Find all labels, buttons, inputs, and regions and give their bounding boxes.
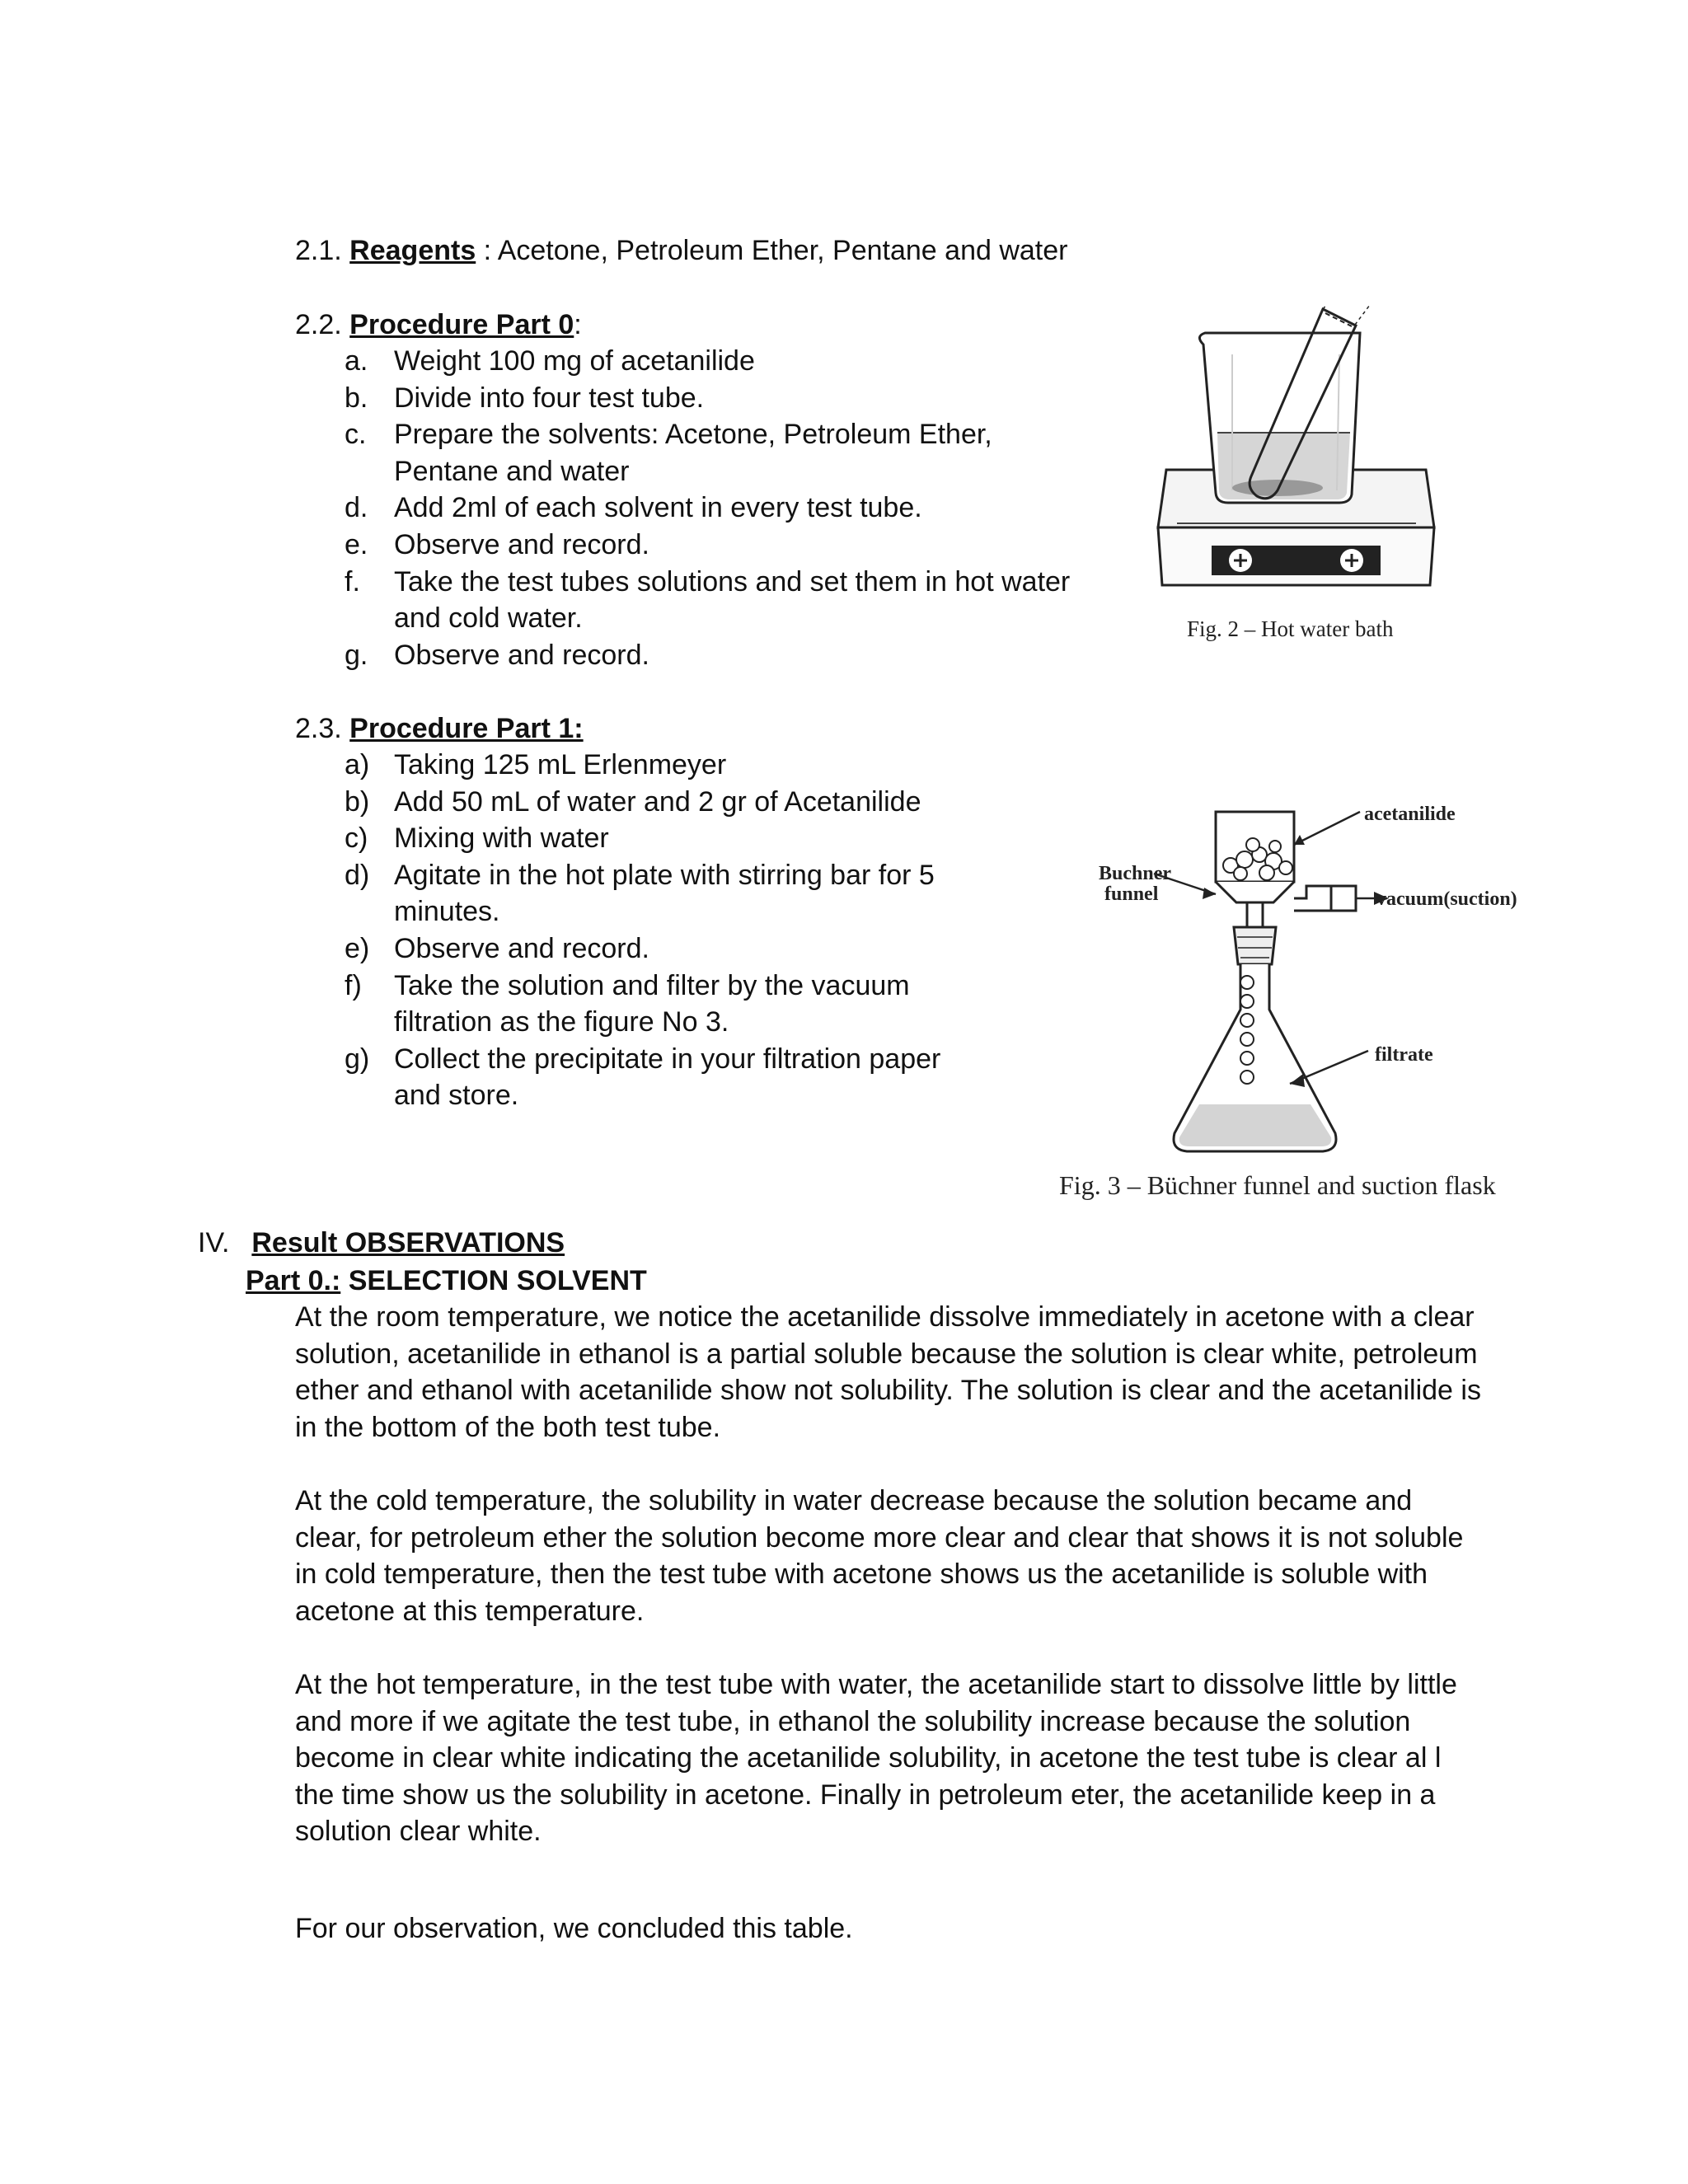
label-vacuum: vacuum(suction)	[1376, 888, 1517, 910]
step-text: and store.	[394, 1080, 519, 1112]
step-text: Observe and record.	[394, 639, 649, 671]
step-marker: g.	[345, 639, 368, 671]
step-text: Divide into four test tube.	[394, 382, 705, 414]
step-marker: f)	[345, 969, 362, 1001]
hot-water-bath-figure	[1154, 305, 1451, 618]
procedure0-number: 2.2.	[295, 309, 342, 340]
results-paragraphs	[295, 1299, 1482, 1887]
step-text: Add 2ml of each solvent in every test tube.	[394, 492, 922, 524]
step-text: Agitate in the hot plate with stirring bar for 5	[394, 859, 935, 891]
step-marker: e.	[345, 529, 368, 560]
reagents-number: 2.1.	[295, 235, 342, 266]
part0-heading	[246, 1263, 647, 1299]
step-marker: a)	[345, 749, 370, 780]
step-text: Add 50 mL of water and 2 gr of Acetanilide	[394, 785, 921, 818]
step-text: Weight 100 mg of acetanilide	[394, 345, 755, 377]
procedure1-heading-line	[295, 710, 584, 747]
label-filtrate: filtrate	[1375, 1044, 1433, 1066]
label-buchner-1: Buchner	[1099, 863, 1172, 884]
procedure0-heading: Procedure Part 0	[349, 309, 574, 340]
step-text: Prepare the solvents: Acetone, Petroleum Ether,	[394, 419, 992, 451]
procedure0-colon: :	[574, 309, 582, 340]
step-marker: c.	[345, 419, 367, 451]
buchner-funnel-figure	[1084, 787, 1529, 1183]
results-paragraph-hot: At the hot temperature, in the test tube with water, the acetanilide start to dissolve little by little and more if we agitate the test tube, in ethanol the solubility increase because the solution become in clear white indicating the acetanilide solubility, in acetone the test tube is clear al l the time show us the solubility in acetone. Finally in petroleum eter, the acetanilide keep in a solution clear white.	[295, 1668, 1457, 1848]
step-text: minutes.	[394, 896, 500, 928]
procedure1-number: 2.3.	[295, 713, 342, 744]
procedure1-heading: Procedure Part 1:	[349, 713, 584, 744]
step-marker: a.	[345, 345, 368, 377]
label-acetanilide: acetanilide	[1364, 804, 1456, 825]
figure2-caption: Fig. 2 – Hot water bath	[1187, 616, 1394, 641]
step-marker: e)	[345, 933, 370, 964]
step-marker: d)	[345, 859, 370, 891]
part0-heading-rest: SELECTION SOLVENT	[340, 1265, 647, 1296]
step-marker: d.	[345, 492, 368, 524]
results-heading: Result OBSERVATIONS	[251, 1227, 565, 1258]
step-marker: b)	[345, 785, 370, 818]
results-heading-line	[198, 1225, 565, 1261]
reagents-line	[295, 232, 1067, 269]
results-number: IV.	[198, 1227, 230, 1258]
procedure0-heading-line	[295, 307, 582, 343]
step-text: Observe and record.	[394, 933, 649, 964]
results-paragraph-room: At the room temperature, we notice the acetanilide dissolve immediately in acetone with a clear solution, acetanilide in ethanol is a partial soluble because the solution is clear white, petroleum ether and ethanol with acetanilide show not solubility. The solution is clear and the acetanilide is in the bottom of the both test tube.	[295, 1301, 1481, 1443]
step-text: filtration as the figure No 3.	[394, 1006, 729, 1038]
results-paragraph-cold: At the cold temperature, the solubility in water decrease because the solution became and clear, for petroleum ether the solution become more clear and clear that shows it is not soluble in cold temperature, then the test tube with acetone shows us the acetanilide is soluble with acetone at this temperature.	[295, 1484, 1464, 1627]
reagents-heading: Reagents	[349, 235, 476, 266]
step-text: Take the solution and filter by the vacuum	[394, 969, 910, 1001]
figure3-caption: Fig. 3 – Büchner funnel and suction flask	[1059, 1170, 1496, 1200]
part0-heading-underlined: Part 0.:	[246, 1265, 341, 1296]
step-marker: f.	[345, 565, 360, 598]
step-text: and cold water.	[394, 602, 583, 635]
step-text: Taking 125 mL Erlenmeyer	[394, 749, 727, 780]
step-text: Pentane and water	[394, 455, 630, 487]
step-text: Mixing with water	[394, 823, 609, 855]
step-text: Take the test tubes solutions and set them in hot water	[394, 565, 1071, 598]
reagents-text: : Acetone, Petroleum Ether, Pentane and water	[476, 235, 1068, 266]
conclusion-text: For our observation, we concluded this table.	[295, 1913, 853, 1944]
step-marker: g)	[345, 1043, 370, 1075]
step-marker: c)	[345, 823, 368, 855]
step-marker: b.	[345, 382, 368, 414]
step-text: Collect the precipitate in your filtration paper	[394, 1043, 941, 1075]
label-buchner-2: funnel	[1104, 883, 1159, 905]
step-text: Observe and record.	[394, 529, 649, 560]
